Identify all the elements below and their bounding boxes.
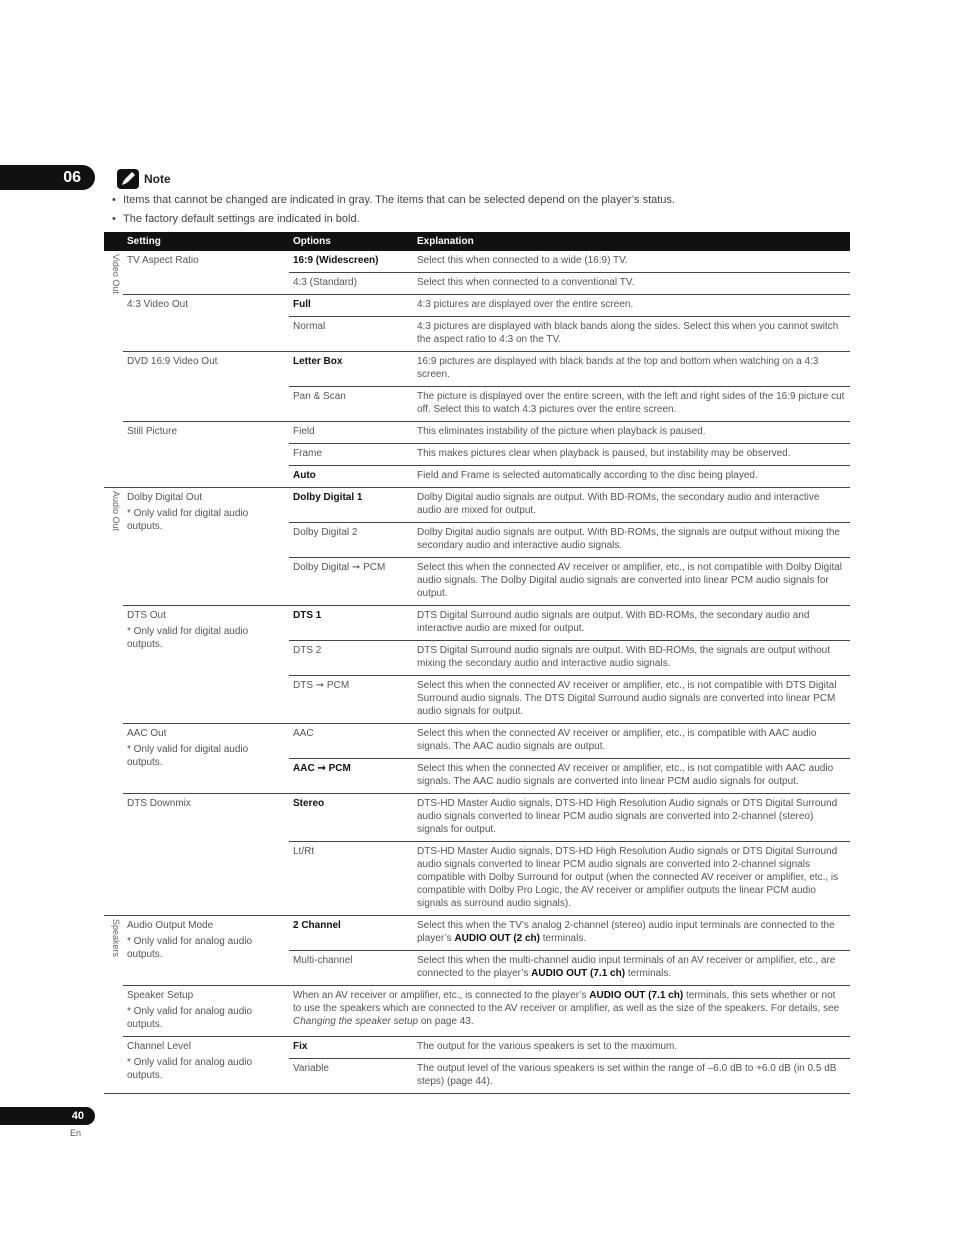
- setting-note: * Only valid for analog audio outputs.: [127, 1057, 253, 1081]
- table-header-row: [104, 232, 850, 251]
- header-blank: [104, 232, 123, 251]
- explanation-cell: DTS Digital Surround audio signals are output. With BD-ROMs, the secondary audio and interactive audio are mixed for output.: [413, 606, 850, 641]
- setting-name: Dolby Digital Out: [127, 492, 203, 503]
- explanation-cell: The picture is displayed over the entire screen, with the left and right sides of the 16:9 picture cut off. Select this to watch 4:3 pictures over the entire screen.: [413, 387, 850, 422]
- option-cell: DTS ➞ PCM: [289, 676, 413, 724]
- option-cell: Letter Box: [289, 352, 413, 387]
- explanation-cell: Select this when connected to a wide (16:9) TV.: [413, 251, 850, 273]
- option-cell: Dolby Digital 2: [289, 523, 413, 558]
- option-cell: Full: [289, 295, 413, 317]
- settings-table-wrap: [104, 232, 850, 1094]
- explanation-cell: Select this when the connected AV receiver or amplifier, etc., is not compatible with Dolby Digital audio signals. The Dolby Digital audio signals are converted into linear PCM audio signals for output.: [413, 558, 850, 606]
- option-cell: Frame: [289, 444, 413, 466]
- option-cell: Normal: [289, 317, 413, 352]
- explanation-cell: The output level of the various speakers is set within the range of –6.0 dB to +6.0 dB (in 0.5 dB steps) (page 44).: [413, 1059, 850, 1094]
- setting-43-video-out: 4:3 Video Out: [123, 295, 289, 352]
- option-cell: Field: [289, 422, 413, 444]
- note-bullet: • Items that cannot be changed are indicated in gray. The items that can be selected depend on the player’s status.: [112, 193, 852, 208]
- table-row: [104, 488, 850, 523]
- explanation-cell: Select this when the connected AV receiver or amplifier, etc., is compatible with AAC audio signals. The AAC audio signals are output.: [413, 724, 850, 759]
- setting-aac-out: [123, 724, 289, 794]
- option-cell: DTS 1: [289, 606, 413, 641]
- setting-name: AAC Out: [127, 728, 167, 739]
- setting-note: * Only valid for analog audio outputs.: [127, 936, 253, 960]
- explanation-cell: Select this when connected to a conventional TV.: [413, 273, 850, 295]
- explanation-cell: Dolby Digital audio signals are output. With BD-ROMs, the secondary audio and interactive audio are mixed for output.: [413, 488, 850, 523]
- setting-dolby-digital-out: [123, 488, 289, 606]
- table-row: [104, 986, 850, 1037]
- explanation-cell: 4:3 pictures are displayed over the entire screen.: [413, 295, 850, 317]
- setting-name: Channel Level: [127, 1041, 191, 1052]
- page-number: 40: [0, 1107, 95, 1125]
- explanation-cell: Select this when the multi-channel audio input terminals of an AV receiver or amplifier, etc., are connected to the player’s AUDIO OUT (7.1 ch) terminals.: [413, 951, 850, 986]
- note-title: Note: [144, 172, 171, 186]
- setting-dvd-169: DVD 16:9 Video Out: [123, 352, 289, 422]
- option-cell: Variable: [289, 1059, 413, 1094]
- table-row: [104, 724, 850, 759]
- table-row: [104, 794, 850, 842]
- table-row: [104, 606, 850, 641]
- table-row: [104, 1037, 850, 1059]
- table-row: [104, 916, 850, 951]
- table-row: [104, 422, 850, 444]
- table-row: [104, 295, 850, 317]
- option-cell: Dolby Digital ➞ PCM: [289, 558, 413, 606]
- option-cell: DTS 2: [289, 641, 413, 676]
- explanation-cell: DTS Digital Surround audio signals are output. With BD-ROMs, the signals are output without mixing the secondary audio and interactive audio signals.: [413, 641, 850, 676]
- table-row: [104, 352, 850, 387]
- option-cell: AAC: [289, 724, 413, 759]
- explanation-cell: The output for the various speakers is set to the maximum.: [413, 1037, 850, 1059]
- option-cell: 4:3 (Standard): [289, 273, 413, 295]
- header-setting: Setting: [123, 232, 289, 251]
- settings-table: [104, 232, 850, 1094]
- chapter-tab: 06: [0, 165, 95, 190]
- explanation-cell: 16:9 pictures are displayed with black bands at the top and bottom when watching on a 4:3 screen.: [413, 352, 850, 387]
- option-cell: Pan & Scan: [289, 387, 413, 422]
- setting-note: * Only valid for digital audio outputs.: [127, 626, 249, 650]
- option-cell: Multi-channel: [289, 951, 413, 986]
- setting-note: * Only valid for analog audio outputs.: [127, 1006, 253, 1030]
- option-cell: 16:9 (Widescreen): [289, 251, 413, 273]
- setting-name: Audio Output Mode: [127, 920, 214, 931]
- explanation-cell: Select this when the connected AV receiver or amplifier, etc., is not compatible with DTS Digital Surround audio signals. The DTS Digital Surround audio signals are converted into linear PCM audio signals for output.: [413, 676, 850, 724]
- pencil-note-icon: [117, 169, 139, 189]
- explanation-cell: 4:3 pictures are displayed with black bands along the sides. Select this when you cannot switch the aspect ratio to 4:3 on the TV.: [413, 317, 850, 352]
- option-cell: Dolby Digital 1: [289, 488, 413, 523]
- explanation-cell: This makes pictures clear when playback is paused, but instability may be observed.: [413, 444, 850, 466]
- explanation-cell: Select this when the TV’s analog 2-channel (stereo) audio input terminals are connected to the player’s AUDIO OUT (2 ch) terminals.: [413, 916, 850, 951]
- language-code: En: [70, 1128, 82, 1138]
- setting-note: * Only valid for digital audio outputs.: [127, 508, 249, 532]
- setting-name: Speaker Setup: [127, 990, 194, 1001]
- setting-dts-downmix: DTS Downmix: [123, 794, 289, 916]
- setting-audio-output-mode: [123, 916, 289, 986]
- option-cell: 2 Channel: [289, 916, 413, 951]
- note-bullets: [112, 193, 852, 231]
- option-cell: Fix: [289, 1037, 413, 1059]
- setting-still-picture: Still Picture: [123, 422, 289, 488]
- option-cell: Lt/Rt: [289, 842, 413, 916]
- explanation-cell: This eliminates instability of the picture when playback is paused.: [413, 422, 850, 444]
- setting-tv-aspect: TV Aspect Ratio: [123, 251, 289, 295]
- header-options: Options: [289, 232, 413, 251]
- option-cell: Auto: [289, 466, 413, 488]
- category-audio-out: Audio Out: [104, 488, 123, 916]
- category-video-out: Video Out: [104, 251, 123, 488]
- explanation-cell: DTS-HD Master Audio signals, DTS-HD High Resolution Audio signals or DTS Digital Surround audio signals converted to linear PCM audio signals are converted into 2-channel signals compatible with Dolby Surround for output (when the connected AV receiver or amplifier, etc., is compatible with Dolby Pro Logic, the AV receiver or amplifier outputs the linear PCM audio signals as surround audio signals).: [413, 842, 850, 916]
- setting-note: * Only valid for digital audio outputs.: [127, 744, 249, 768]
- header-explanation: Explanation: [413, 232, 850, 251]
- option-cell: AAC ➞ PCM: [289, 759, 413, 794]
- option-cell: Stereo: [289, 794, 413, 842]
- explanation-cell: Field and Frame is selected automatically according to the disc being played.: [413, 466, 850, 488]
- note-bullet: • The factory default settings are indicated in bold.: [112, 212, 852, 227]
- table-row: [104, 251, 850, 273]
- setting-name: DTS Out: [127, 610, 166, 621]
- setting-dts-out: [123, 606, 289, 724]
- setting-channel-level: [123, 1037, 289, 1094]
- explanation-cell: Dolby Digital audio signals are output. With BD-ROMs, the signals are output without mixing the secondary audio and interactive audio signals.: [413, 523, 850, 558]
- setting-speaker-setup: [123, 986, 289, 1037]
- category-speakers: Speakers: [104, 916, 123, 1094]
- explanation-cell: Select this when the connected AV receiver or amplifier, etc., is not compatible with AAC audio signals. The AAC audio signals are converted into linear PCM audio signals for output.: [413, 759, 850, 794]
- explanation-cell: When an AV receiver or amplifier, etc., is connected to the player’s AUDIO OUT (7.1 ch) terminals, this sets whether or not to use the speakers which are connected to the AV receiver or amplifier, as well as the size of the speakers. For details, see Changing the speaker setup on page 43.: [289, 986, 850, 1037]
- explanation-cell: DTS-HD Master Audio signals, DTS-HD High Resolution Audio signals or DTS Digital Surround audio signals converted to linear PCM audio signals are converted into 2-channel (stereo) signals for output.: [413, 794, 850, 842]
- note-heading: [117, 168, 171, 190]
